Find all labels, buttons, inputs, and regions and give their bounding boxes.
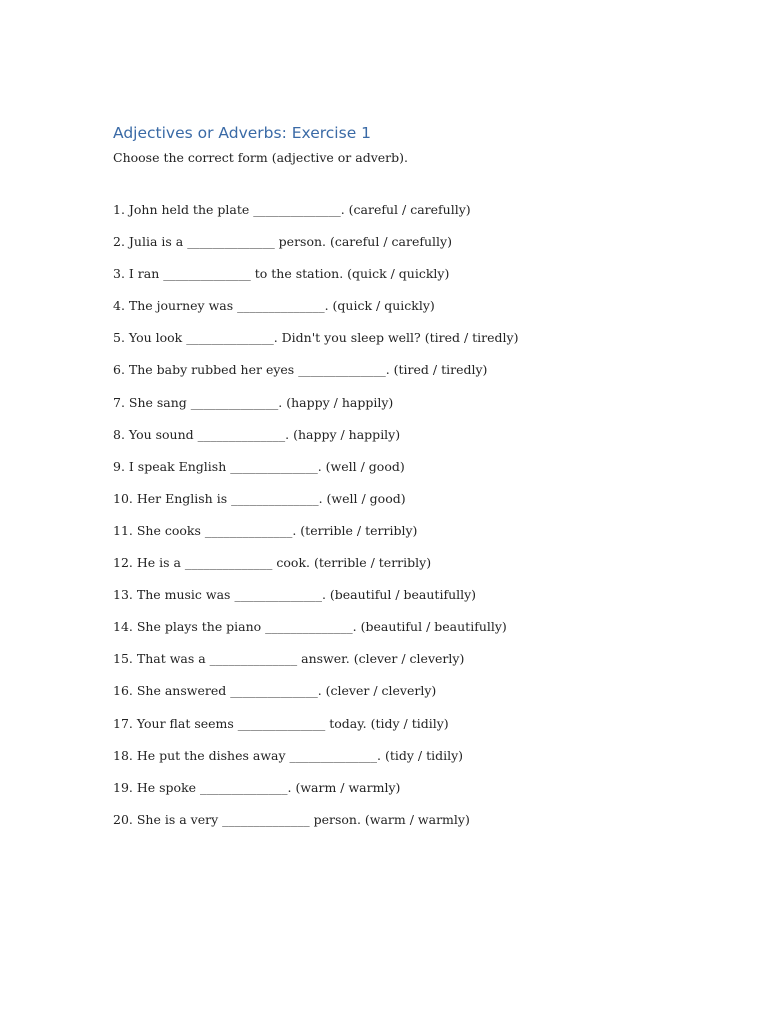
question-6: 6. The baby rubbed her eyes ______________. (tired / tiredly) — [113, 362, 488, 378]
question-18: 18. He put the dishes away ______________. (tidy / tidily) — [113, 747, 464, 763]
question-19: 19. He spoke ______________. (warm / warmly) — [113, 779, 401, 795]
question-16: 16. She answered ______________. (clever / cleverly) — [113, 683, 437, 699]
question-7: 7. She sang ______________. (happy / happily) — [113, 394, 394, 410]
question-17: 17. Your flat seems ______________ today. (tidy / tidily) — [113, 715, 449, 731]
question-9: 9. I speak English ______________. (well / good) — [113, 458, 405, 474]
instruction-text: Choose the correct form (adjective or adverb). — [113, 150, 408, 165]
question-8: 8. You sound ______________. (happy / happily) — [113, 426, 401, 442]
question-2: 2. Julia is a ______________ person. (careful / carefully) — [113, 234, 452, 250]
question-20: 20. She is a very ______________ person. (warm / warmly) — [113, 811, 470, 827]
question-13: 13. The music was ______________. (beautiful / beautifully) — [113, 587, 477, 603]
question-14: 14. She plays the piano ______________. (beautiful / beautifully) — [113, 619, 507, 635]
question-10: 10. Her English is ______________. (well / good) — [113, 490, 406, 506]
question-15: 15. That was a ______________ answer. (clever / cleverly) — [113, 651, 465, 667]
question-5: 5. You look ______________. Didn't you sleep well? (tired / tiredly) — [113, 330, 519, 346]
question-1: 1. John held the plate ______________. (careful / carefully) — [113, 202, 471, 217]
question-11: 11. She cooks ______________. (terrible / terribly) — [113, 522, 418, 538]
page-title: Adjectives or Adverbs: Exercise 1 — [113, 124, 372, 142]
question-4: 4. The journey was ______________. (quick / quickly) — [113, 298, 435, 314]
question-12: 12. He is a ______________ cook. (terrible / terribly) — [113, 555, 432, 571]
question-3: 3. I ran ______________ to the station. (quick / quickly) — [113, 266, 450, 282]
question-list — [113, 201, 519, 843]
